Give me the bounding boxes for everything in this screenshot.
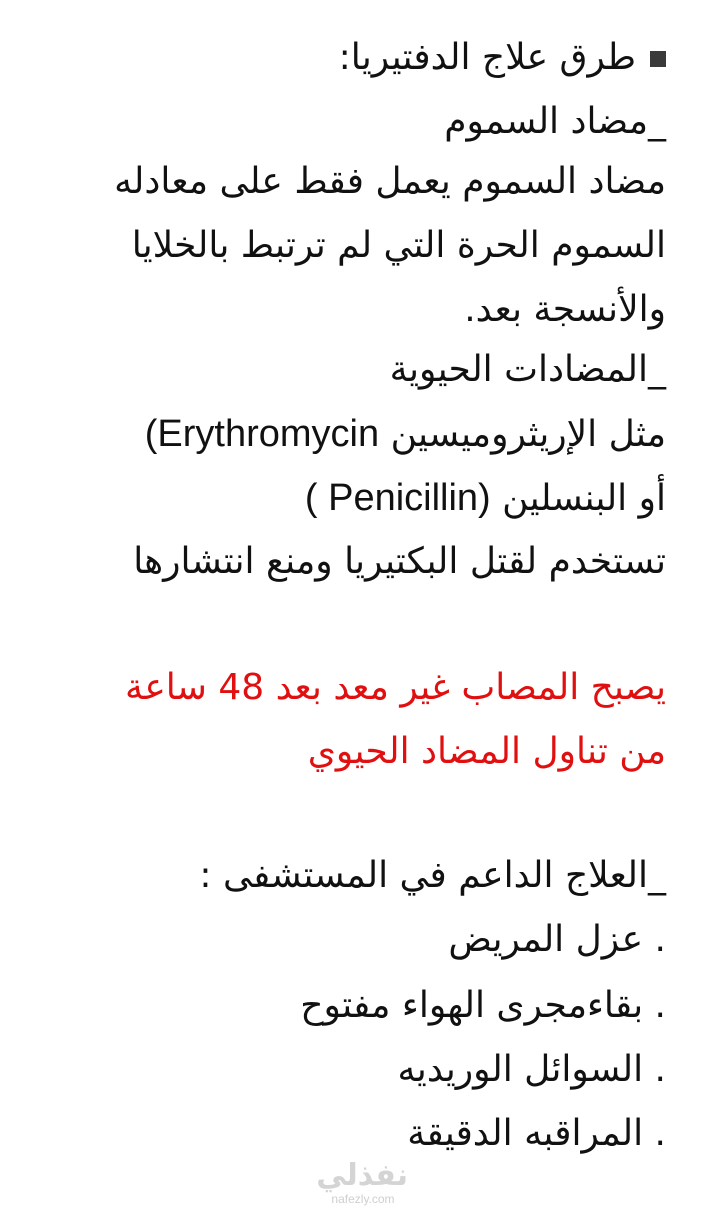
highlight-line-2: من تناول المضاد الحيوي	[307, 731, 666, 772]
section-title-antitoxin: _مضاد السموم	[444, 101, 666, 142]
antibiotics-line-1-arabic: مثل الإريثروميسين	[390, 414, 666, 455]
antibiotics-line-3: تستخدم لقتل البكتيريا ومنع انتشارها	[133, 541, 666, 582]
antitoxin-text-line-2: السموم الحرة التي لم ترتبط بالخلايا	[131, 225, 666, 266]
antibiotics-line-2	[305, 474, 666, 522]
heading-text: طرق علاج الدفتيريا:	[338, 37, 636, 78]
section-title-supportive-care: _العلاج الداعم في المستشفى :	[199, 855, 666, 896]
antitoxin-text-line-1: مضاد السموم يعمل فقط على معادله	[114, 161, 666, 202]
antibiotics-line-1	[145, 410, 666, 458]
supportive-item-4: . المراقبه الدقيقة	[407, 1113, 666, 1154]
watermark-arabic-text: نفذلي	[316, 1158, 408, 1193]
nafezly-watermark-logo	[318, 1160, 408, 1206]
highlight-line-1: يصبح المصاب غير معد بعد 48 ساعة	[125, 667, 666, 708]
supportive-item-1: . عزل المريض	[448, 919, 666, 960]
supportive-item-2: . بقاءمجرى الهواء مفتوح	[300, 985, 666, 1026]
erythromycin-label: (Erythromycin	[144, 413, 380, 455]
antitoxin-text-line-3: والأنسجة بعد.	[464, 289, 666, 330]
penicillin-label: ( Penicillin)	[304, 477, 491, 519]
supportive-item-3: . السوائل الوريديه	[397, 1049, 666, 1090]
watermark-latin-text: nafezly.com	[331, 1192, 395, 1206]
section-title-antibiotics: _المضادات الحيوية	[389, 349, 666, 390]
antibiotics-line-2-arabic: أو البنسلين	[502, 478, 666, 519]
heading-line	[339, 34, 666, 82]
square-bullet-icon	[650, 51, 666, 67]
